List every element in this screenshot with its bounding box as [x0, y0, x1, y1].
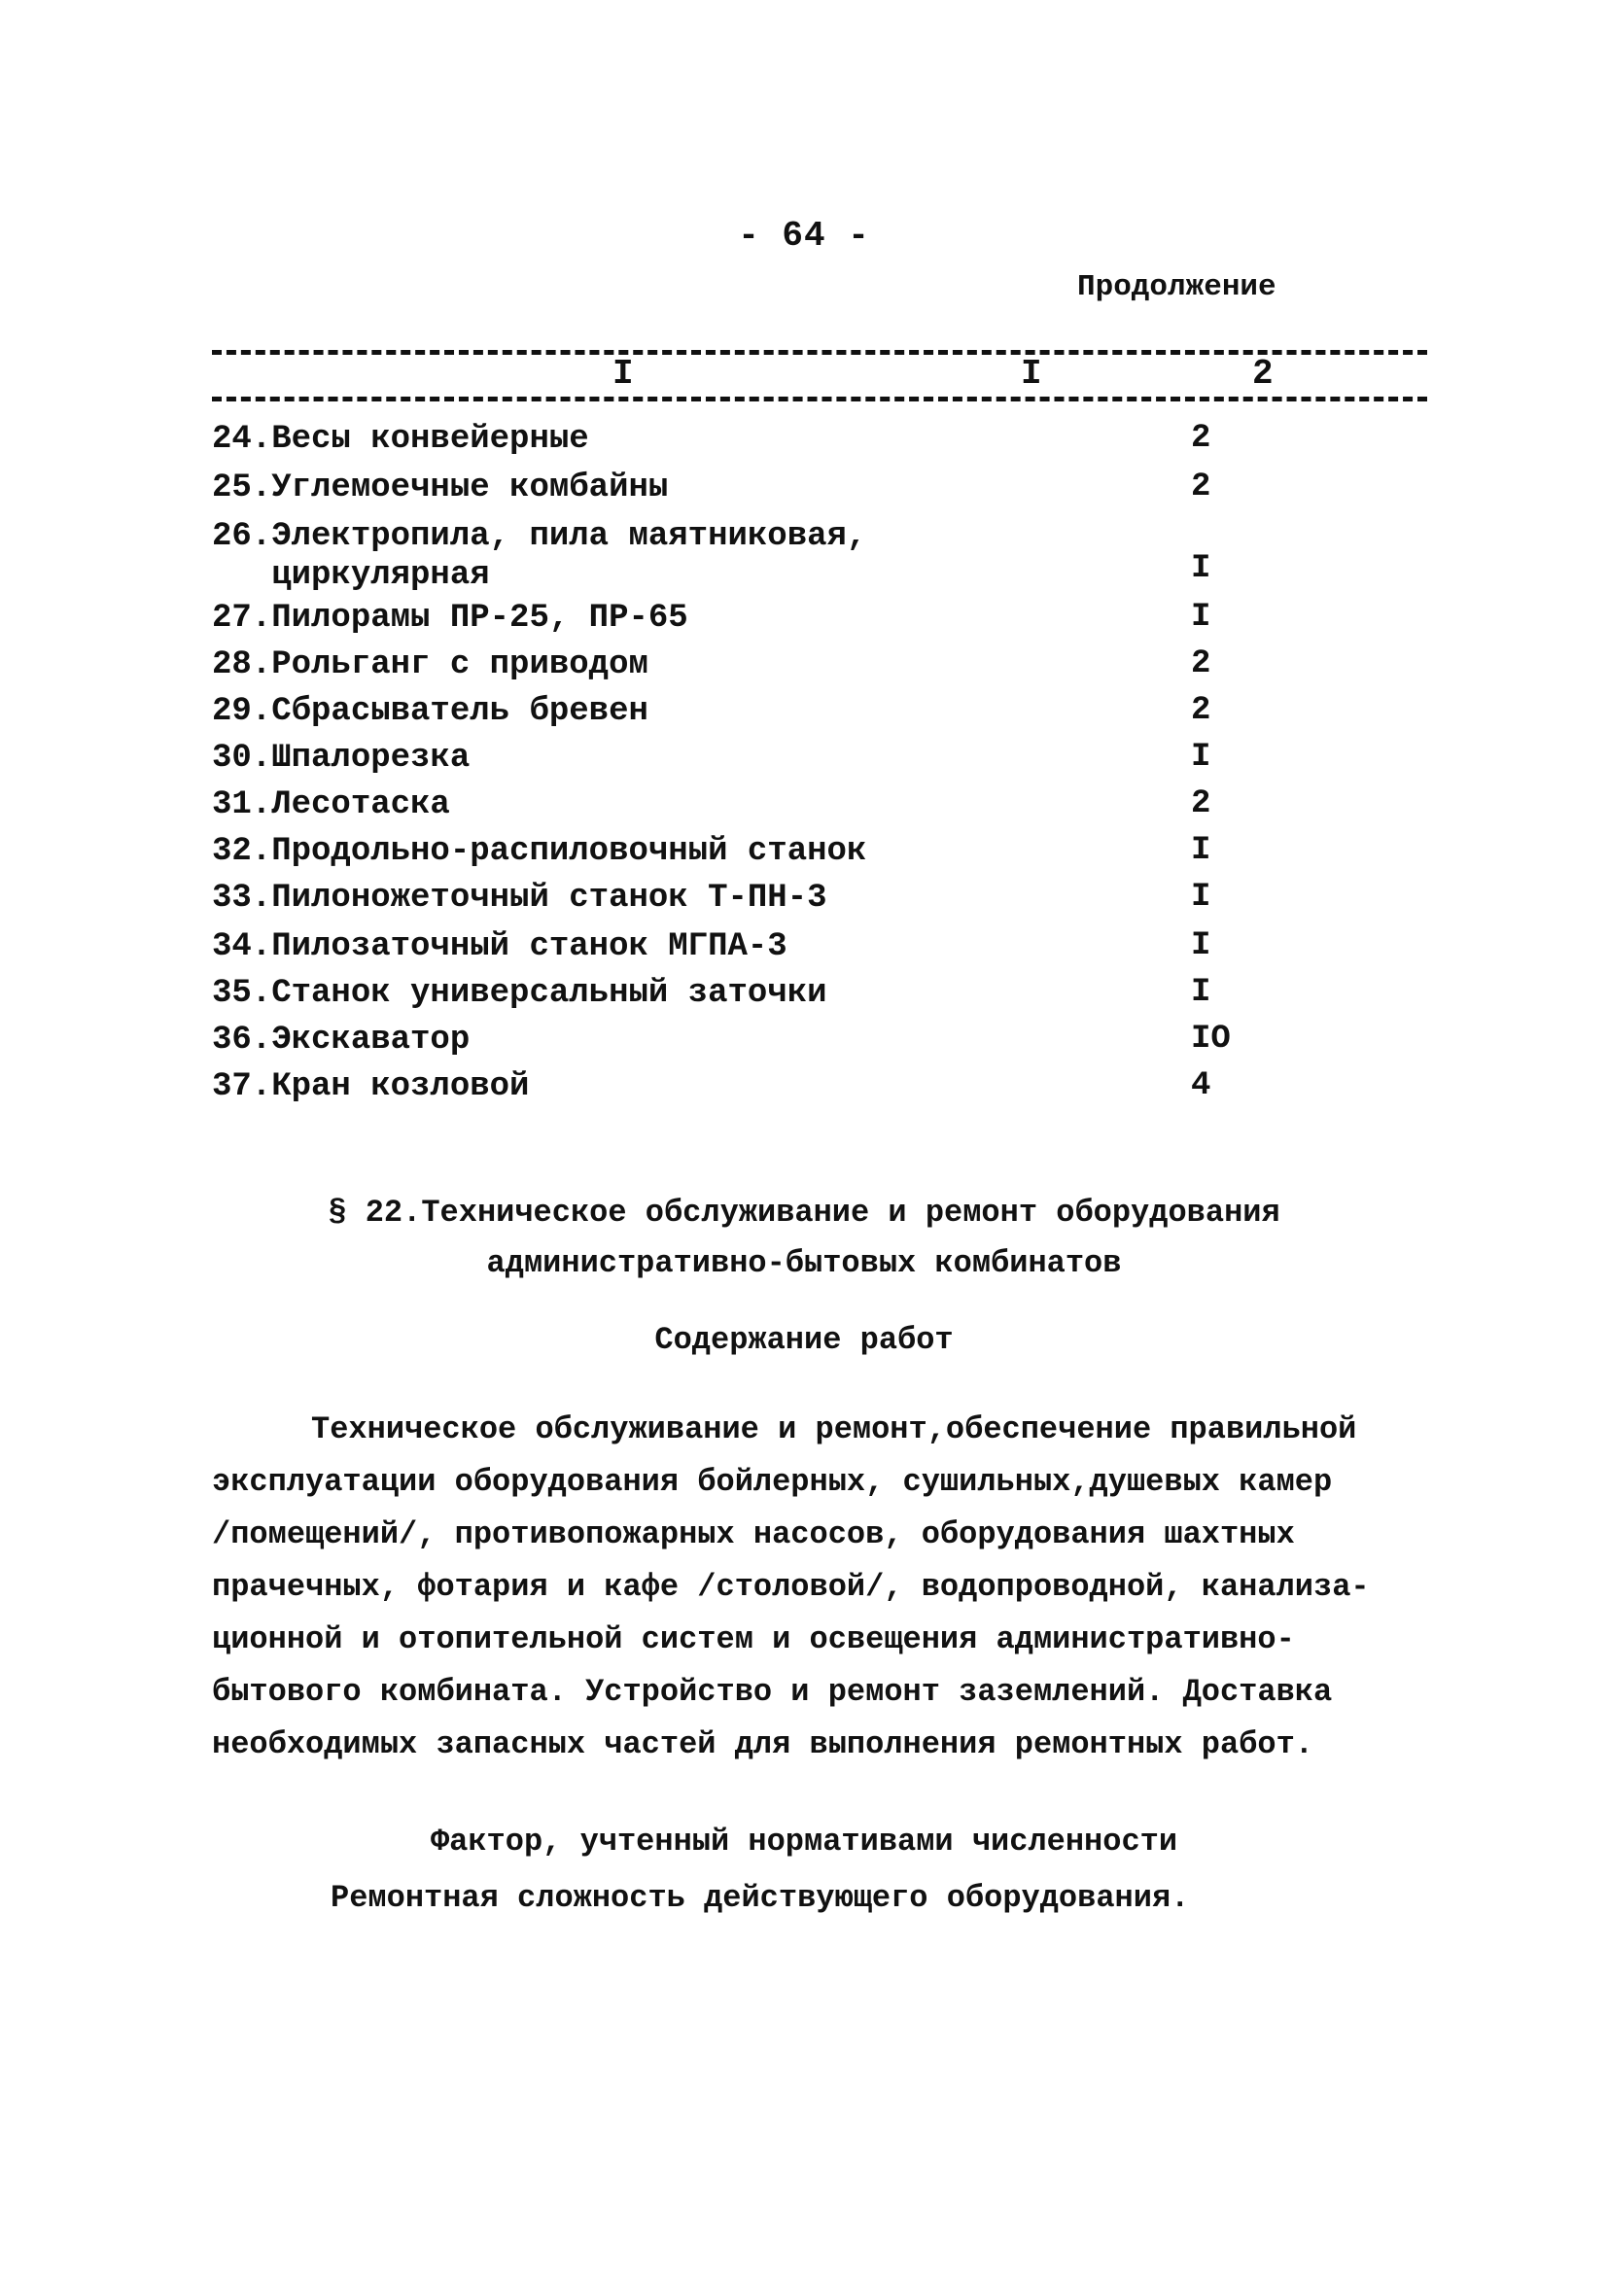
table-row-value: I	[1191, 974, 1211, 1011]
table-row-value: 2	[1191, 785, 1211, 822]
paragraph-line: прачечных, фотария и кафе /столовой/, водопроводной, канализа-	[212, 1569, 1370, 1605]
table-row-value: 2	[1191, 420, 1211, 457]
paragraph-line: эксплуатации оборудования бойлерных, сушильных,душевых камер	[212, 1464, 1333, 1500]
table-row-value: 2	[1191, 645, 1211, 682]
paragraph-line: ционной и отопительной систем и освещения административно-	[212, 1621, 1295, 1657]
continuation-label: Продолжение	[1077, 270, 1276, 304]
table-row-name: 29.Сбрасыватель бревен	[212, 693, 648, 730]
table-row-value: 2	[1191, 469, 1211, 505]
paragraph-line: /помещений/, противопожарных насосов, оборудования шахтных	[212, 1516, 1295, 1552]
table-row-value: I	[1191, 832, 1211, 869]
table-row-value: I	[1191, 927, 1211, 964]
table-row-name: 31.Лесотаска	[212, 786, 450, 823]
table-header-rule	[212, 397, 1427, 401]
table-row-value: I	[1191, 599, 1211, 636]
table-row-name: 26.Электропила, пила маятниковая, циркулярная	[212, 518, 867, 594]
table-row-name: 34.Пилозаточный станок МГПА-3	[212, 928, 787, 965]
section-heading: административно-бытовых комбинатов	[486, 1245, 1122, 1281]
paragraph-line: Техническое обслуживание и ремонт,обеспечение правильной	[311, 1411, 1357, 1447]
table-row-value: I	[1191, 879, 1211, 916]
table-row-value: 2	[1191, 692, 1211, 729]
table-row-name: 24.Весы конвейерные	[212, 421, 589, 458]
paragraph-line: необходимых запасных частей для выполнения ремонтных работ.	[212, 1726, 1313, 1762]
column-header-value: 2	[1252, 354, 1274, 394]
section-heading: § 22.Техническое обслуживание и ремонт оборудования	[328, 1195, 1280, 1231]
table-row-name: 33.Пилоножеточный станок Т-ПН-3	[212, 880, 827, 917]
paragraph-line: бытового комбината. Устройство и ремонт заземлений. Доставка	[212, 1674, 1333, 1710]
table-row-name: 30.Шпалорезка	[212, 740, 471, 777]
table-row-value: I	[1191, 550, 1211, 587]
table-row-name: 32.Продольно-распиловочный станок	[212, 833, 867, 870]
table-row-name: 37.Кран козловой	[212, 1068, 530, 1105]
page-number: - 64 -	[738, 216, 870, 256]
table-row-value: I	[1191, 739, 1211, 776]
factor-title: Фактор, учтенный нормативами численности	[430, 1824, 1178, 1860]
table-top-rule	[212, 350, 1427, 355]
table-row-value: IO	[1191, 1021, 1231, 1058]
column-header-group: I	[1021, 354, 1042, 394]
factor-text: Ремонтная сложность действующего оборудования.	[331, 1880, 1190, 1916]
table-row-name: 28.Рольганг с приводом	[212, 646, 648, 683]
table-row-value: 4	[1191, 1067, 1211, 1104]
table-row-name: 36.Экскаватор	[212, 1022, 471, 1059]
column-header-name: I	[612, 354, 634, 394]
table-row-name: 27.Пилорамы ПР-25, ПР-65	[212, 600, 688, 637]
table-row-name: 25.Углемоечные комбайны	[212, 470, 669, 506]
table-row-name: 35.Станок универсальный заточки	[212, 975, 827, 1012]
section-subtitle: Содержание работ	[654, 1322, 954, 1358]
